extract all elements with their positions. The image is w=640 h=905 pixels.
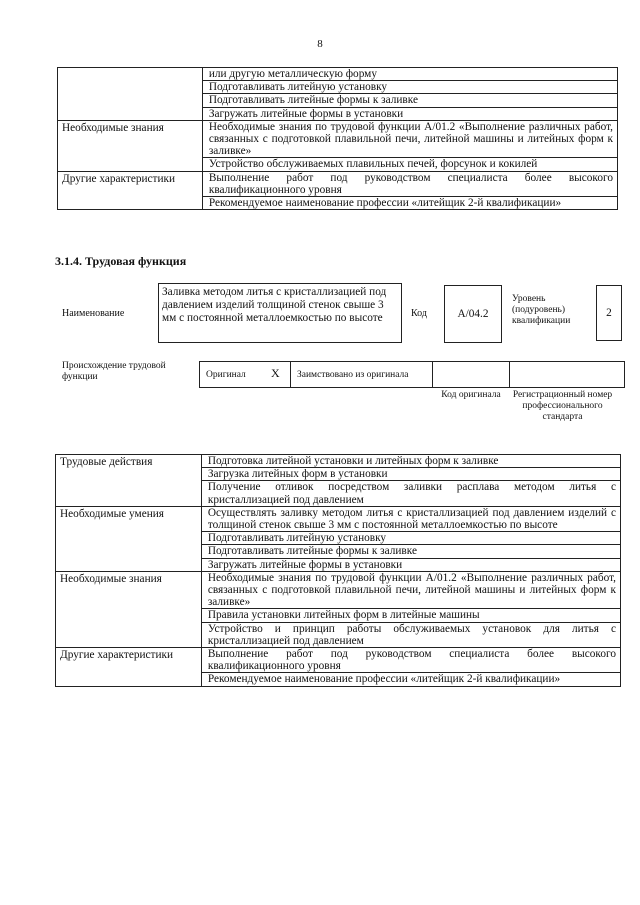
row-label: Необходимые знания: [58, 120, 203, 171]
code-label: Код: [411, 308, 427, 319]
table-row: [56, 455, 621, 468]
level-box: [596, 285, 622, 341]
row-text: Рекомендуемое наименование профессии «литейщик 2-й квалификации»: [201, 673, 620, 686]
row-text: Подготавливать литейную установку: [202, 81, 617, 94]
section-title: 3.1.4. Трудовая функция: [55, 254, 187, 268]
row-text: Загружать литейные формы в установки: [201, 558, 620, 571]
borrowed-label: Заимствовано из оригинала: [297, 370, 409, 380]
continuation-table: [57, 67, 618, 210]
row-text: Необходимые знания по трудовой функции А/01.2 «Выполнение различных работ, связанных с подготовкой плавильной печи, литейной машины и литейных форм к заливке»: [201, 571, 620, 609]
original-mark: X: [271, 366, 280, 380]
level-value: 2: [606, 307, 612, 319]
row-text: Подготавливать литейные формы к заливке: [201, 545, 620, 558]
original-label: Оригинал: [206, 370, 246, 380]
row-text: Правила установки литейных форм в литейные машины: [201, 609, 620, 622]
function-name-box: [158, 283, 402, 343]
row-text: Рекомендуемое наименование профессии «литейщик 2-й квалификации»: [202, 197, 617, 210]
name-label: Наименование: [62, 308, 125, 319]
code-value: А/04.2: [457, 308, 489, 320]
row-text: Подготавливать литейную установку: [201, 532, 620, 545]
row-text: Загружать литейные формы в установки: [202, 107, 617, 120]
row-text: или другую металлическую форму: [202, 68, 617, 81]
row-label: Другие характеристики: [58, 171, 203, 210]
table-row: [56, 506, 621, 531]
code-box: [444, 285, 502, 343]
row-text: Необходимые знания по трудовой функции А/01.2 «Выполнение различных работ, связанных с подготовкой плавильной печи, литейной машины и литейных форм к заливке»: [202, 120, 617, 158]
row-text: Устройство и принцип работы обслуживаемых установок для литья с кристаллизацией под давлением: [201, 622, 620, 647]
row-text: Получение отливок посредством заливки расплава методом литья с кристаллизацией под давлением: [201, 481, 620, 506]
row-label: Другие характеристики: [56, 648, 202, 687]
row-text: Подготовка литейной установки и литейных форм к заливке: [201, 455, 620, 468]
row-text: Подготавливать литейные формы к заливке: [202, 94, 617, 107]
row-label: Необходимые умения: [56, 506, 202, 571]
function-name: Заливка методом литья с кристаллизацией под давлением изделий толщиной стенок свыше 3 мм с постоянной металлоемкостью по высоте: [162, 286, 387, 324]
table-row: [56, 648, 621, 673]
reg-number-caption: Регистрационный номер профессионального стандарта: [512, 390, 613, 422]
origin-row: [199, 361, 625, 388]
table-row: [58, 120, 618, 158]
row-label: [58, 68, 203, 121]
row-text: Загрузка литейных форм в установки: [201, 468, 620, 481]
origin-label: Происхождение трудовой функции: [62, 361, 166, 382]
row-text: Осуществлять заливку методом литья с кристаллизацией под давлением изделий с толщиной стенок свыше 3 мм с постоянной металлоемкостью по высоте: [201, 506, 620, 531]
row-text: Устройство обслуживаемых плавильных печей, форсунок и кокилей: [202, 158, 617, 171]
row-label: Необходимые знания: [56, 571, 202, 647]
row-label: Трудовые действия: [56, 455, 202, 507]
page-number: 8: [317, 38, 323, 50]
table-row: [56, 571, 621, 609]
row-text: Выполнение работ под руководством специалиста более высокого квалификационного уровня: [202, 171, 617, 196]
table-row: [58, 171, 618, 196]
function-table: [55, 454, 621, 687]
level-label: Уровень (подуровень) квалификации: [512, 294, 571, 326]
code-original-caption: Код оригинала: [441, 390, 501, 400]
row-text: Выполнение работ под руководством специалиста более высокого квалификационного уровня: [201, 648, 620, 673]
table-row: [58, 68, 618, 81]
